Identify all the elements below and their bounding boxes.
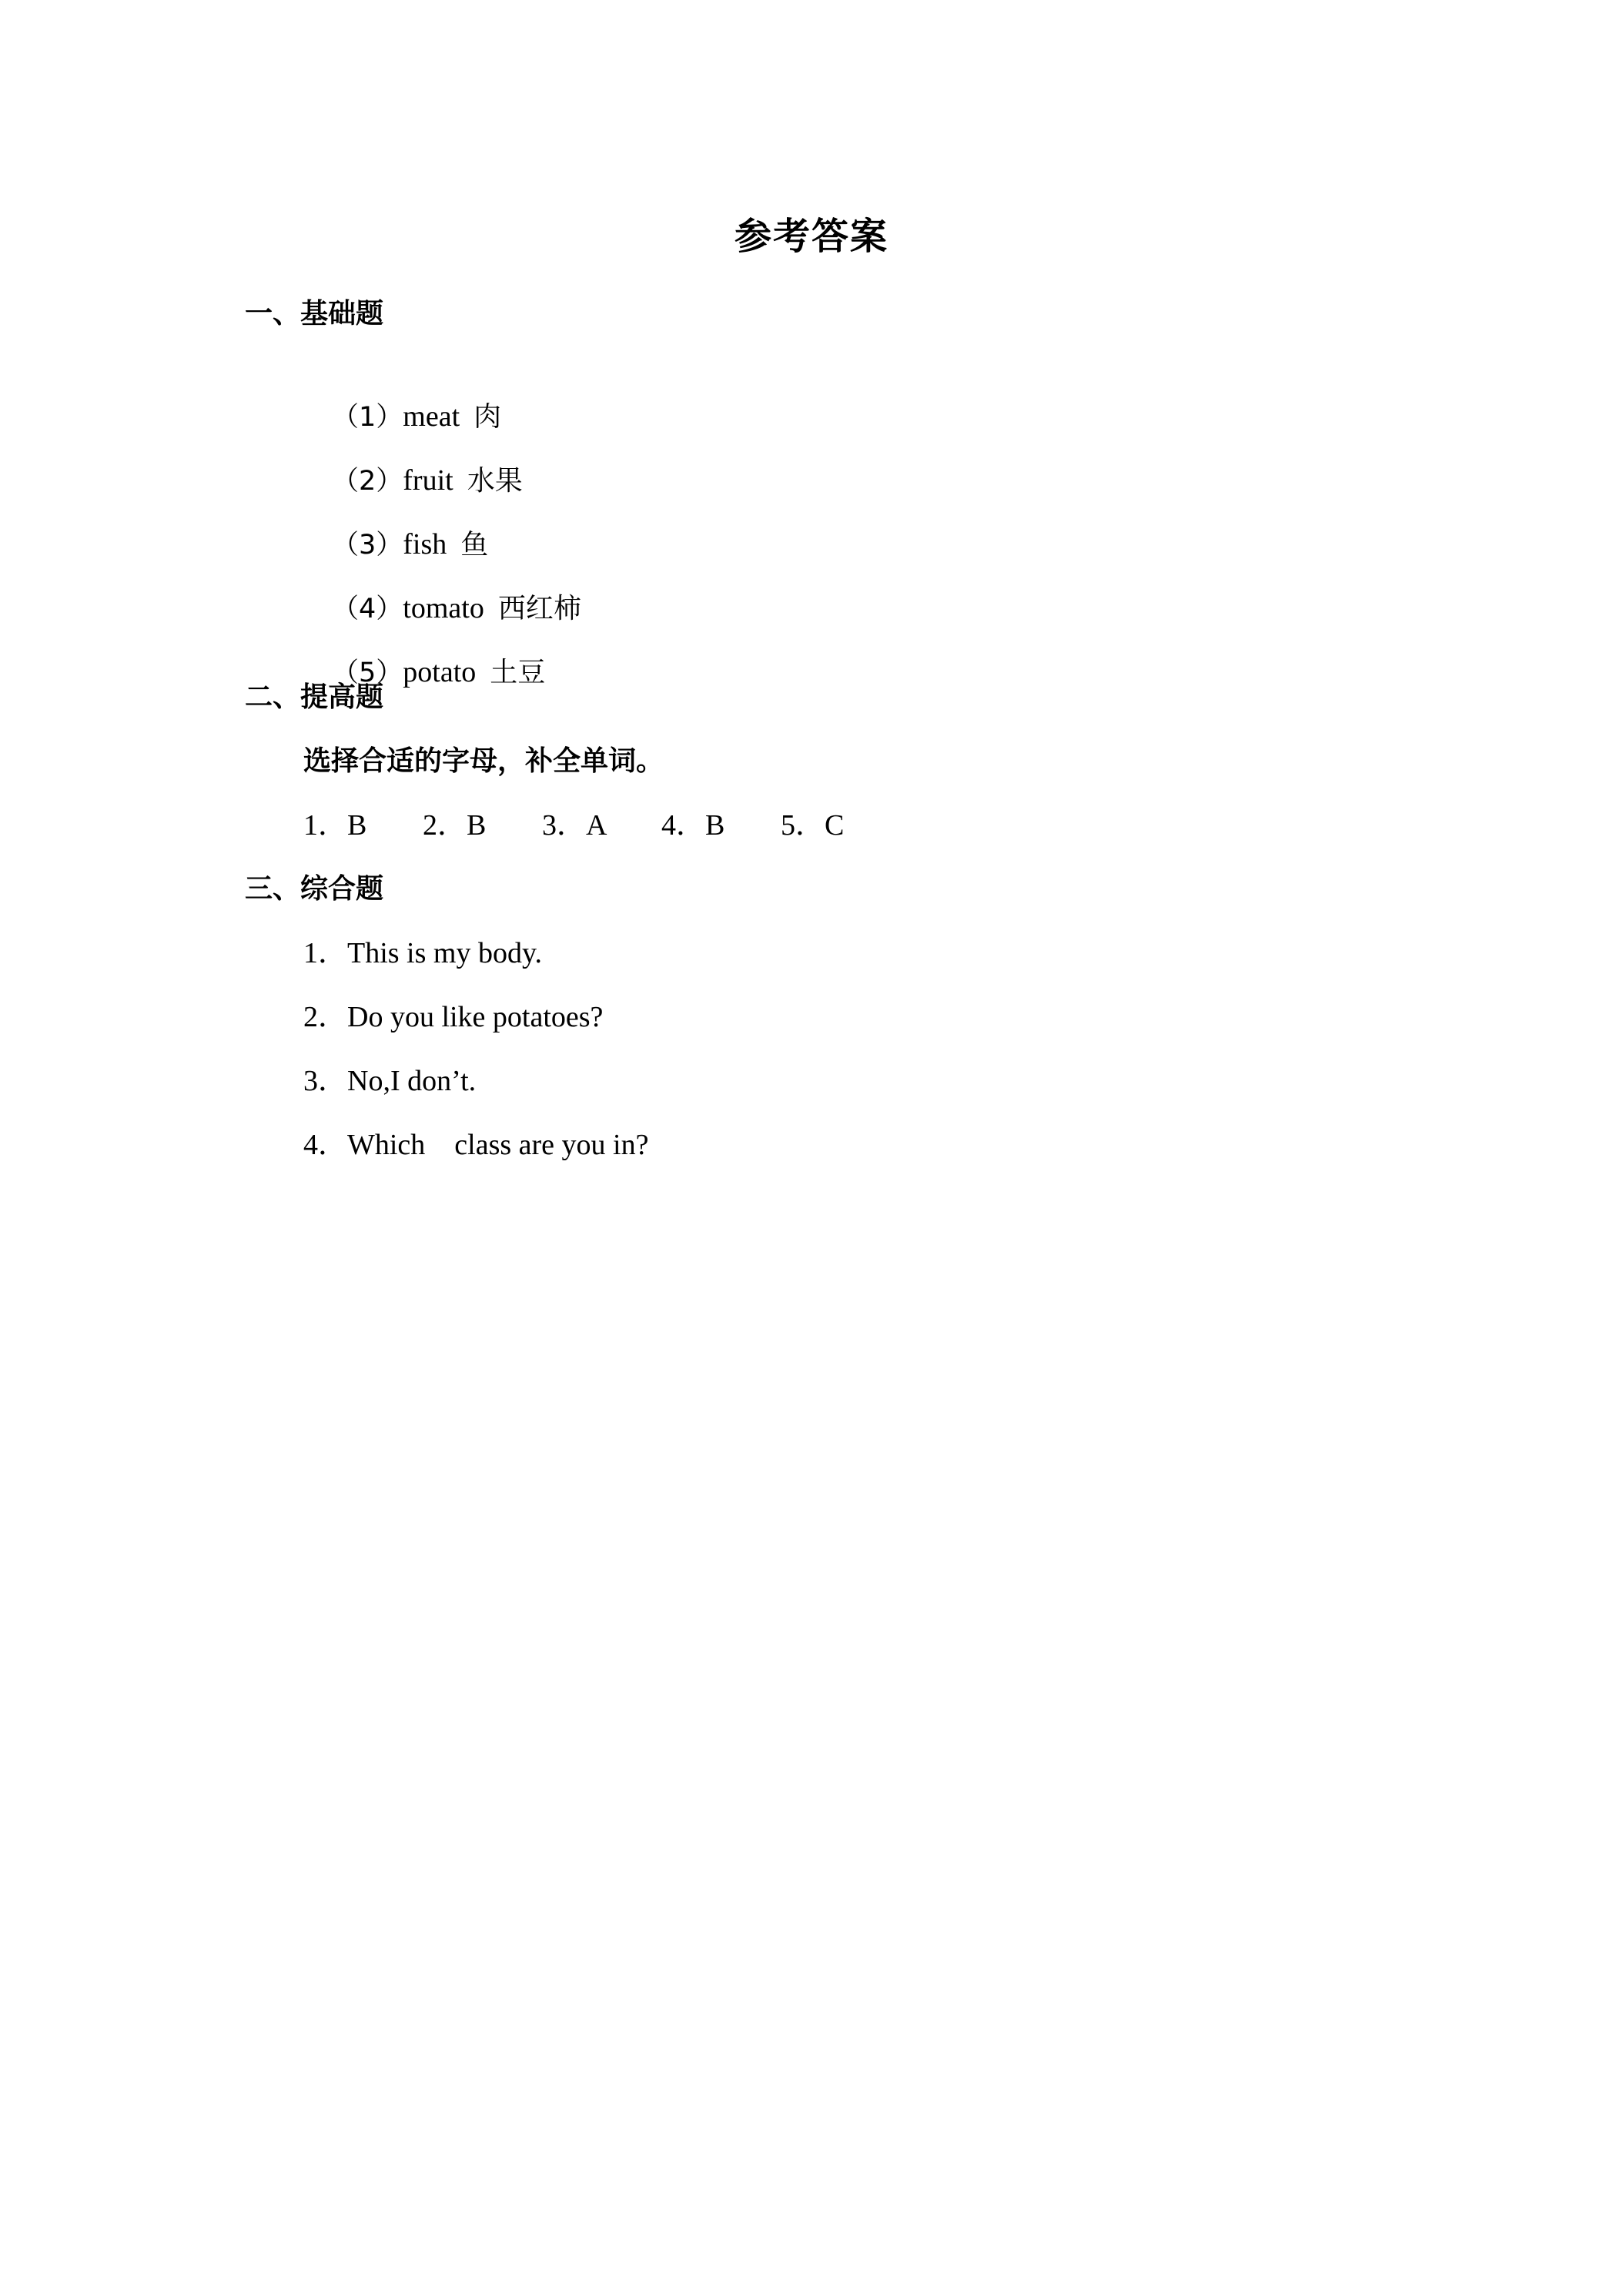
item-number: （2）	[332, 466, 403, 497]
answer-item: 3．A	[542, 809, 607, 842]
item-chinese: 鱼	[460, 529, 489, 561]
item-number: （5）	[332, 658, 403, 688]
item-chinese: 土豆	[490, 657, 546, 688]
section-heading-comprehensive: 三、综合题	[245, 873, 384, 905]
sentence-item: 2．Do you like potatoes?	[303, 1001, 604, 1033]
sentence-item: 3．No,I don’t.	[303, 1065, 477, 1097]
item-chinese: 西红柿	[497, 593, 581, 624]
item-number: （3）	[332, 530, 403, 561]
answer-item: 1．B	[303, 809, 367, 842]
item-english: meat	[403, 400, 460, 433]
answer-item: 4．B	[661, 809, 725, 842]
item-english: tomato	[403, 592, 484, 624]
item-chinese: 肉	[474, 401, 502, 433]
item-number: （1）	[332, 402, 403, 433]
answer-item: 5．C	[781, 809, 845, 842]
item-number: （4）	[332, 594, 403, 624]
answer-item: 2．B	[423, 809, 487, 842]
sentence-item: 1．This is my body.	[303, 937, 542, 969]
item-chinese: 水果	[467, 465, 523, 497]
item-english: fruit	[403, 464, 453, 497]
section-heading-advanced: 二、提高题	[245, 681, 384, 713]
answer-row	[303, 806, 900, 845]
section-instruction: 选择合适的字母，补全单词。	[303, 745, 664, 777]
item-english: potato	[403, 656, 477, 688]
item-english: fish	[403, 528, 447, 561]
page-title: 参考答案	[734, 215, 888, 258]
section-heading-basic: 一、基础题	[245, 298, 384, 330]
sentence-item: 4．Which class are you in?	[303, 1129, 649, 1161]
